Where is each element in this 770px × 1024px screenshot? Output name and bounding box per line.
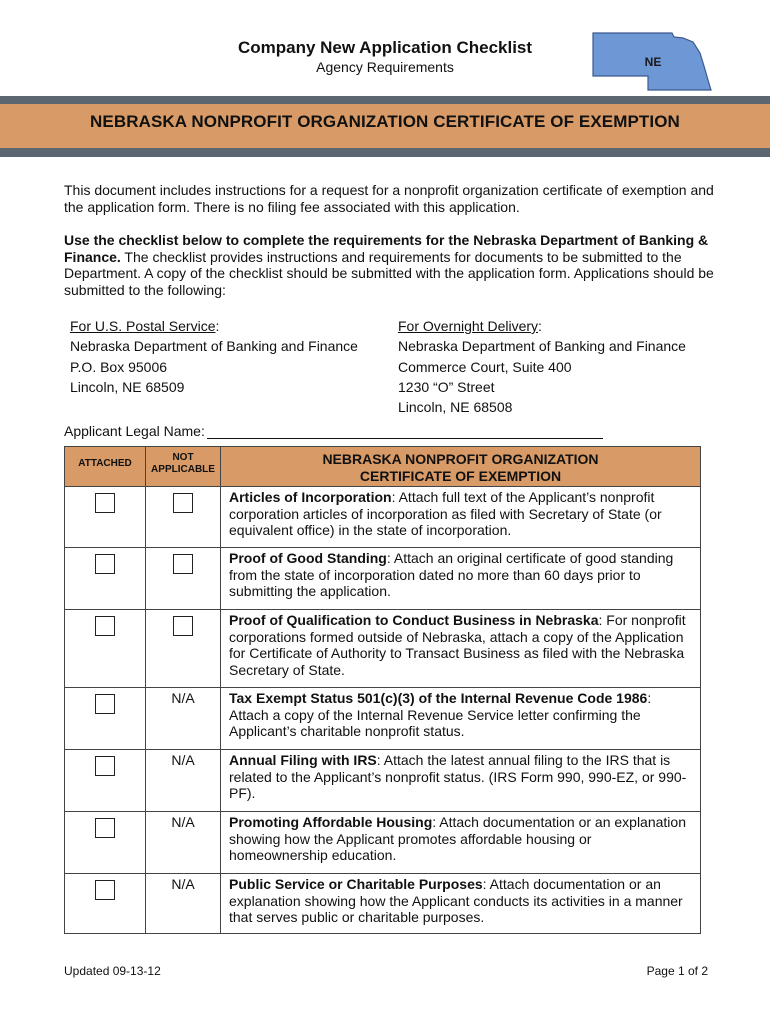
not-applicable-checkbox[interactable] [173, 493, 193, 513]
requirement-description: Promoting Affordable Housing: Attach documentation or an explanation showing how the Applicant promotes affordable housing or homeownership education. [221, 812, 701, 874]
requirement-description: Proof of Qualification to Conduct Business in Nebraska: For nonprofit corporations formed outside of Nebraska, attach a copy of the Application for Certificate of Authority to Transact Business as filed with the Nebraska Secretary of State. [221, 610, 701, 688]
postal-line: Lincoln, NE 68509 [70, 378, 185, 395]
overnight-line: 1230 “O” Street [398, 378, 495, 395]
col-not-applicable-header: NOT APPLICABLE [146, 447, 221, 487]
requirement-description: Annual Filing with IRS: Attach the latest annual filing to the IRS that is related to the Applicant’s nonprofit status. (IRS Form 990, 990-EZ, or 990-PF). [221, 750, 701, 812]
overnight-line: Nebraska Department of Banking and Finance [398, 338, 686, 355]
not-applicable-text: N/A [146, 688, 221, 750]
requirement-description: Public Service or Charitable Purposes: Attach documentation or an explanation showing how the Applicant conducts its activities in a manner that serves public or charitable purposes. [221, 874, 701, 934]
attached-checkbox[interactable] [95, 694, 115, 714]
table-row [65, 688, 701, 750]
table-row [65, 874, 701, 934]
not-applicable-checkbox[interactable] [173, 616, 193, 636]
page-title: Company New Application Checklist [237, 38, 533, 57]
requirement-description: Proof of Good Standing: Attach an original certificate of good standing from the state of incorporation dated no more than 60 days prior to submitting the application. [221, 548, 701, 610]
not-applicable-text: N/A [146, 812, 221, 874]
page-number: Page 1 of 2 [646, 964, 708, 978]
state-label: NE [644, 55, 662, 69]
table-row [65, 750, 701, 812]
overnight-heading: For Overnight Delivery [398, 318, 539, 334]
banner-title: NEBRASKA NONPROFIT ORGANIZATION CERTIFICATE OF EXEMPTION [90, 112, 680, 131]
table-row [65, 610, 701, 688]
attached-checkbox[interactable] [95, 616, 115, 636]
attached-checkbox[interactable] [95, 756, 115, 776]
table-row [65, 548, 701, 610]
overnight-address: For Overnight Delivery: Nebraska Department of Banking and Finance Commerce Court, Suite 400 1230 “O” Street Lincoln, NE 68508 [398, 316, 718, 417]
table-row [65, 487, 701, 548]
overnight-line: Commerce Court, Suite 400 [398, 358, 572, 375]
col-requirement-header: NEBRASKA NONPROFIT ORGANIZATION CERTIFICATE OF EXEMPTION [221, 447, 701, 487]
postal-line: Nebraska Department of Banking and Finance [70, 338, 358, 355]
attached-checkbox[interactable] [95, 818, 115, 838]
col-attached-header: ATTACHED [65, 447, 146, 487]
updated-date: Updated 09-13-12 [64, 964, 161, 978]
requirement-description: Tax Exempt Status 501(c)(3) of the Internal Revenue Code 1986: Attach a copy of the Internal Revenue Service letter confirming the Applicant’s charitable nonprofit status. [221, 688, 701, 750]
not-applicable-text: N/A [146, 750, 221, 812]
instructions-bold: Use the checklist below to complete the requirements for the Nebraska Department of Banking & Finance. [64, 232, 709, 265]
not-applicable-checkbox[interactable] [173, 554, 193, 574]
table-header-row [65, 447, 701, 487]
overnight-line: Lincoln, NE 68508 [398, 399, 513, 416]
postal-heading: For U.S. Postal Service [70, 318, 216, 334]
postal-line: P.O. Box 95006 [70, 358, 168, 375]
postal-address: For U.S. Postal Service: Nebraska Department of Banking and Finance P.O. Box 95006 Lincoln, NE 68509 [70, 316, 390, 397]
checklist-table [64, 446, 701, 934]
banner-bottom-band [0, 148, 770, 157]
table-row [65, 812, 701, 874]
attached-checkbox[interactable] [95, 880, 115, 900]
not-applicable-text: N/A [146, 874, 221, 934]
nebraska-map-icon [590, 30, 715, 92]
intro-paragraph: This document includes instructions for a request for a nonprofit organization certificate of exemption and the application form. There is no filing fee associated with this application. [64, 182, 714, 215]
instructions-rest: The checklist provides instructions and requirements for documents to be submitted to the Department. A copy of the checklist should be submitted with the application form. Applications should be submitted to the following: [64, 248, 714, 298]
page-subtitle: Agency Requirements [316, 59, 454, 75]
applicant-name-field[interactable] [207, 438, 603, 439]
attached-checkbox[interactable] [95, 493, 115, 513]
banner-top-band [0, 96, 770, 104]
instructions-paragraph [64, 232, 714, 298]
applicant-name-label: Applicant Legal Name: [64, 423, 205, 439]
attached-checkbox[interactable] [95, 554, 115, 574]
requirement-description: Articles of Incorporation: Attach full text of the Applicant’s nonprofit corporation articles of incorporation as filed with Secretary of State (or equivalent office) in the state of incorporation. [221, 487, 701, 548]
